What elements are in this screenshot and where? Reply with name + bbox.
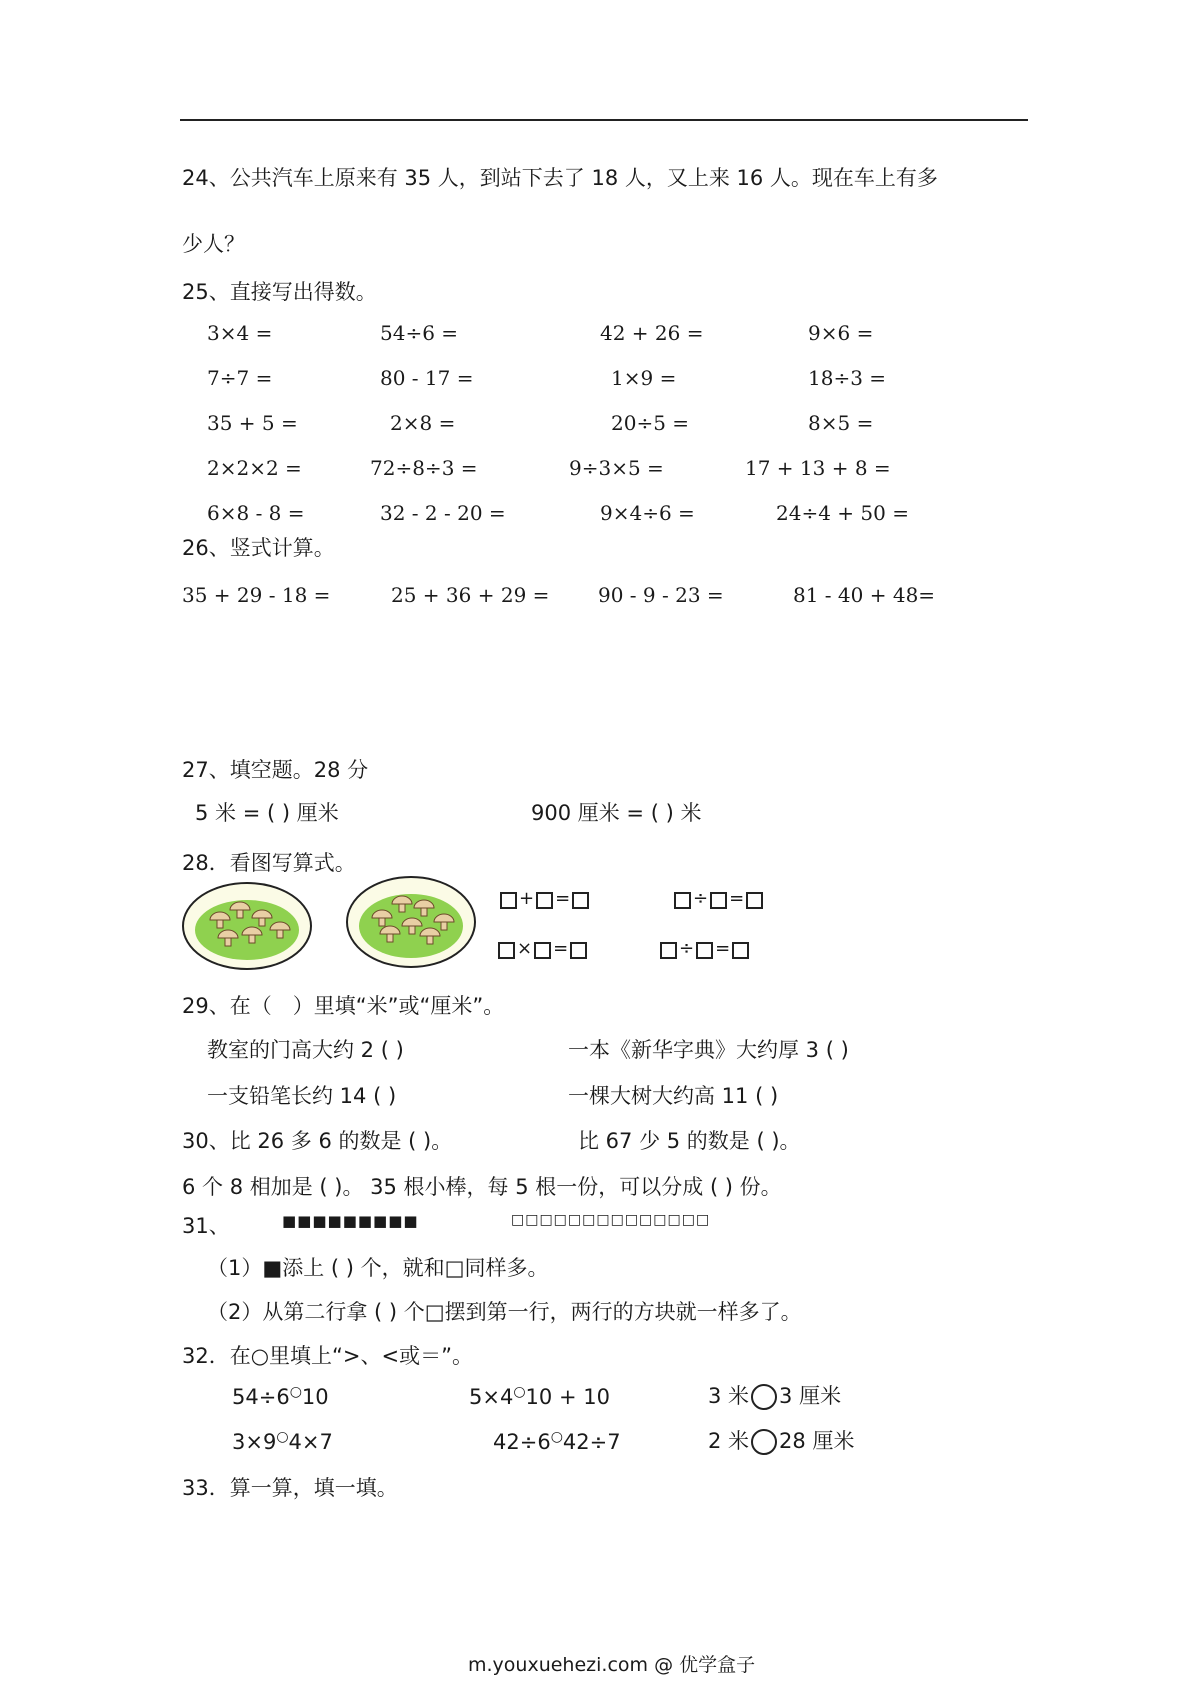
- compare-circle-icon[interactable]: ○: [550, 1429, 563, 1445]
- equation-add: + =: [500, 888, 589, 909]
- compare-circle-icon[interactable]: ○: [276, 1429, 289, 1445]
- blank-box[interactable]: [500, 892, 517, 909]
- compare-circle-icon[interactable]: [751, 1384, 777, 1410]
- header-rule: [180, 119, 1028, 121]
- calc-item: 18÷3 =: [808, 366, 887, 390]
- calc-item: 9×4÷6 =: [600, 501, 695, 525]
- q25-title: 25、直接写出得数。: [182, 280, 377, 304]
- mushroom-plate-left-icon: [180, 880, 315, 972]
- q24-line2: 少人？: [182, 232, 245, 256]
- mushroom-plate-right-icon: [344, 874, 479, 970]
- calc-item: 72÷8÷3 =: [370, 456, 478, 480]
- compare-circle-icon[interactable]: [751, 1429, 777, 1455]
- compare-item: 42÷6○42÷7: [493, 1429, 621, 1454]
- equation-divide-2: ÷ =: [660, 938, 749, 959]
- calc-item: 3×4 =: [207, 321, 273, 345]
- q30-line1a: 30、比 26 多 6 的数是 ( )。: [182, 1129, 453, 1153]
- compare-circle-icon[interactable]: ○: [289, 1384, 302, 1400]
- compare-item: 54÷6○10: [232, 1384, 329, 1409]
- q27-title: 27、填空题。28 分: [182, 758, 369, 782]
- q24-line1: 24、公共汽车上原来有 35 人，到站下去了 18 人，又上来 16 人。现在车上有多: [182, 166, 938, 190]
- calc-item: 35 + 29 - 18 =: [182, 583, 331, 607]
- blank-box[interactable]: [534, 942, 551, 959]
- calc-item: 35 + 5 =: [207, 411, 298, 435]
- q30-line1b: 比 67 少 5 的数是 ( )。: [578, 1129, 801, 1153]
- q31-sub2: （2）从第二行拿 ( ) 个□摆到第一行，两行的方块就一样多了。: [207, 1300, 802, 1324]
- blank-box[interactable]: [732, 942, 749, 959]
- calc-item: 42 + 26 =: [600, 321, 704, 345]
- q29-item: 一棵大树大约高 11 ( ): [568, 1084, 779, 1108]
- q31-label: 31、: [182, 1214, 230, 1238]
- footer-watermark: m.youxuehezi.com @ 优学盒子: [468, 1654, 756, 1676]
- calc-item: 17 + 13 + 8 =: [745, 456, 891, 480]
- calc-item: 2×8 =: [390, 411, 456, 435]
- q31-sub1: （1）■添上 ( ) 个，就和□同样多。: [207, 1256, 549, 1280]
- compare-item: 5×4○10 + 10: [469, 1384, 610, 1409]
- q33-title: 33．算一算，填一填。: [182, 1476, 398, 1500]
- blank-box[interactable]: [660, 942, 677, 959]
- calc-item: 32 - 2 - 20 =: [380, 501, 506, 525]
- q31-white-blocks: □□□□□□□□□□□□□□: [511, 1212, 711, 1228]
- blank-box[interactable]: [674, 892, 691, 909]
- q28-title: 28．看图写算式。: [182, 851, 356, 875]
- compare-item: 3×9○4×7: [232, 1429, 333, 1454]
- calc-item: 80 - 17 =: [380, 366, 474, 390]
- blank-box[interactable]: [572, 892, 589, 909]
- calc-item: 9÷3×5 =: [569, 456, 664, 480]
- calc-item: 8×5 =: [808, 411, 874, 435]
- q29-item: 教室的门高大约 2 ( ): [207, 1038, 404, 1062]
- compare-item: 3 米 3 厘米: [708, 1384, 842, 1408]
- q29-item: 一支铅笔长约 14 ( ): [207, 1084, 397, 1108]
- blank-box[interactable]: [696, 942, 713, 959]
- q31-black-blocks: ■■■■■■■■■: [282, 1212, 419, 1230]
- compare-item: 2 米 28 厘米: [708, 1429, 855, 1453]
- calc-item: 24÷4 + 50 =: [776, 501, 909, 525]
- q27-item2: 900 厘米 = ( ) 米: [531, 801, 702, 825]
- blank-box[interactable]: [498, 942, 515, 959]
- calc-item: 6×8 - 8 =: [207, 501, 305, 525]
- q29-title: 29、在（ ）里填“米”或“厘米”。: [182, 994, 505, 1018]
- q29-item: 一本《新华字典》大约厚 3 ( ): [568, 1038, 849, 1062]
- q30-line2: 6 个 8 相加是 ( )。 35 根小棒，每 5 根一份，可以分成 ( ) 份。: [182, 1175, 782, 1199]
- calc-item: 81 - 40 + 48=: [793, 583, 936, 607]
- calc-item: 2×2×2 =: [207, 456, 302, 480]
- blank-box[interactable]: [746, 892, 763, 909]
- calc-item: 7÷7 =: [207, 366, 273, 390]
- calc-item: 1×9 =: [611, 366, 677, 390]
- calc-item: 25 + 36 + 29 =: [391, 583, 550, 607]
- calc-item: 90 - 9 - 23 =: [598, 583, 724, 607]
- q27-item1: 5 米 = ( ) 厘米: [195, 801, 339, 825]
- q26-title: 26、竖式计算。: [182, 536, 335, 560]
- calc-item: 20÷5 =: [611, 411, 690, 435]
- equation-multiply: × =: [498, 938, 587, 959]
- blank-box[interactable]: [710, 892, 727, 909]
- blank-box[interactable]: [536, 892, 553, 909]
- compare-circle-icon[interactable]: ○: [513, 1384, 526, 1400]
- blank-box[interactable]: [570, 942, 587, 959]
- equation-divide: ÷ =: [674, 888, 763, 909]
- calc-item: 54÷6 =: [380, 321, 459, 345]
- calc-item: 9×6 =: [808, 321, 874, 345]
- q32-title: 32．在○里填上“>、<或＝”。: [182, 1344, 473, 1368]
